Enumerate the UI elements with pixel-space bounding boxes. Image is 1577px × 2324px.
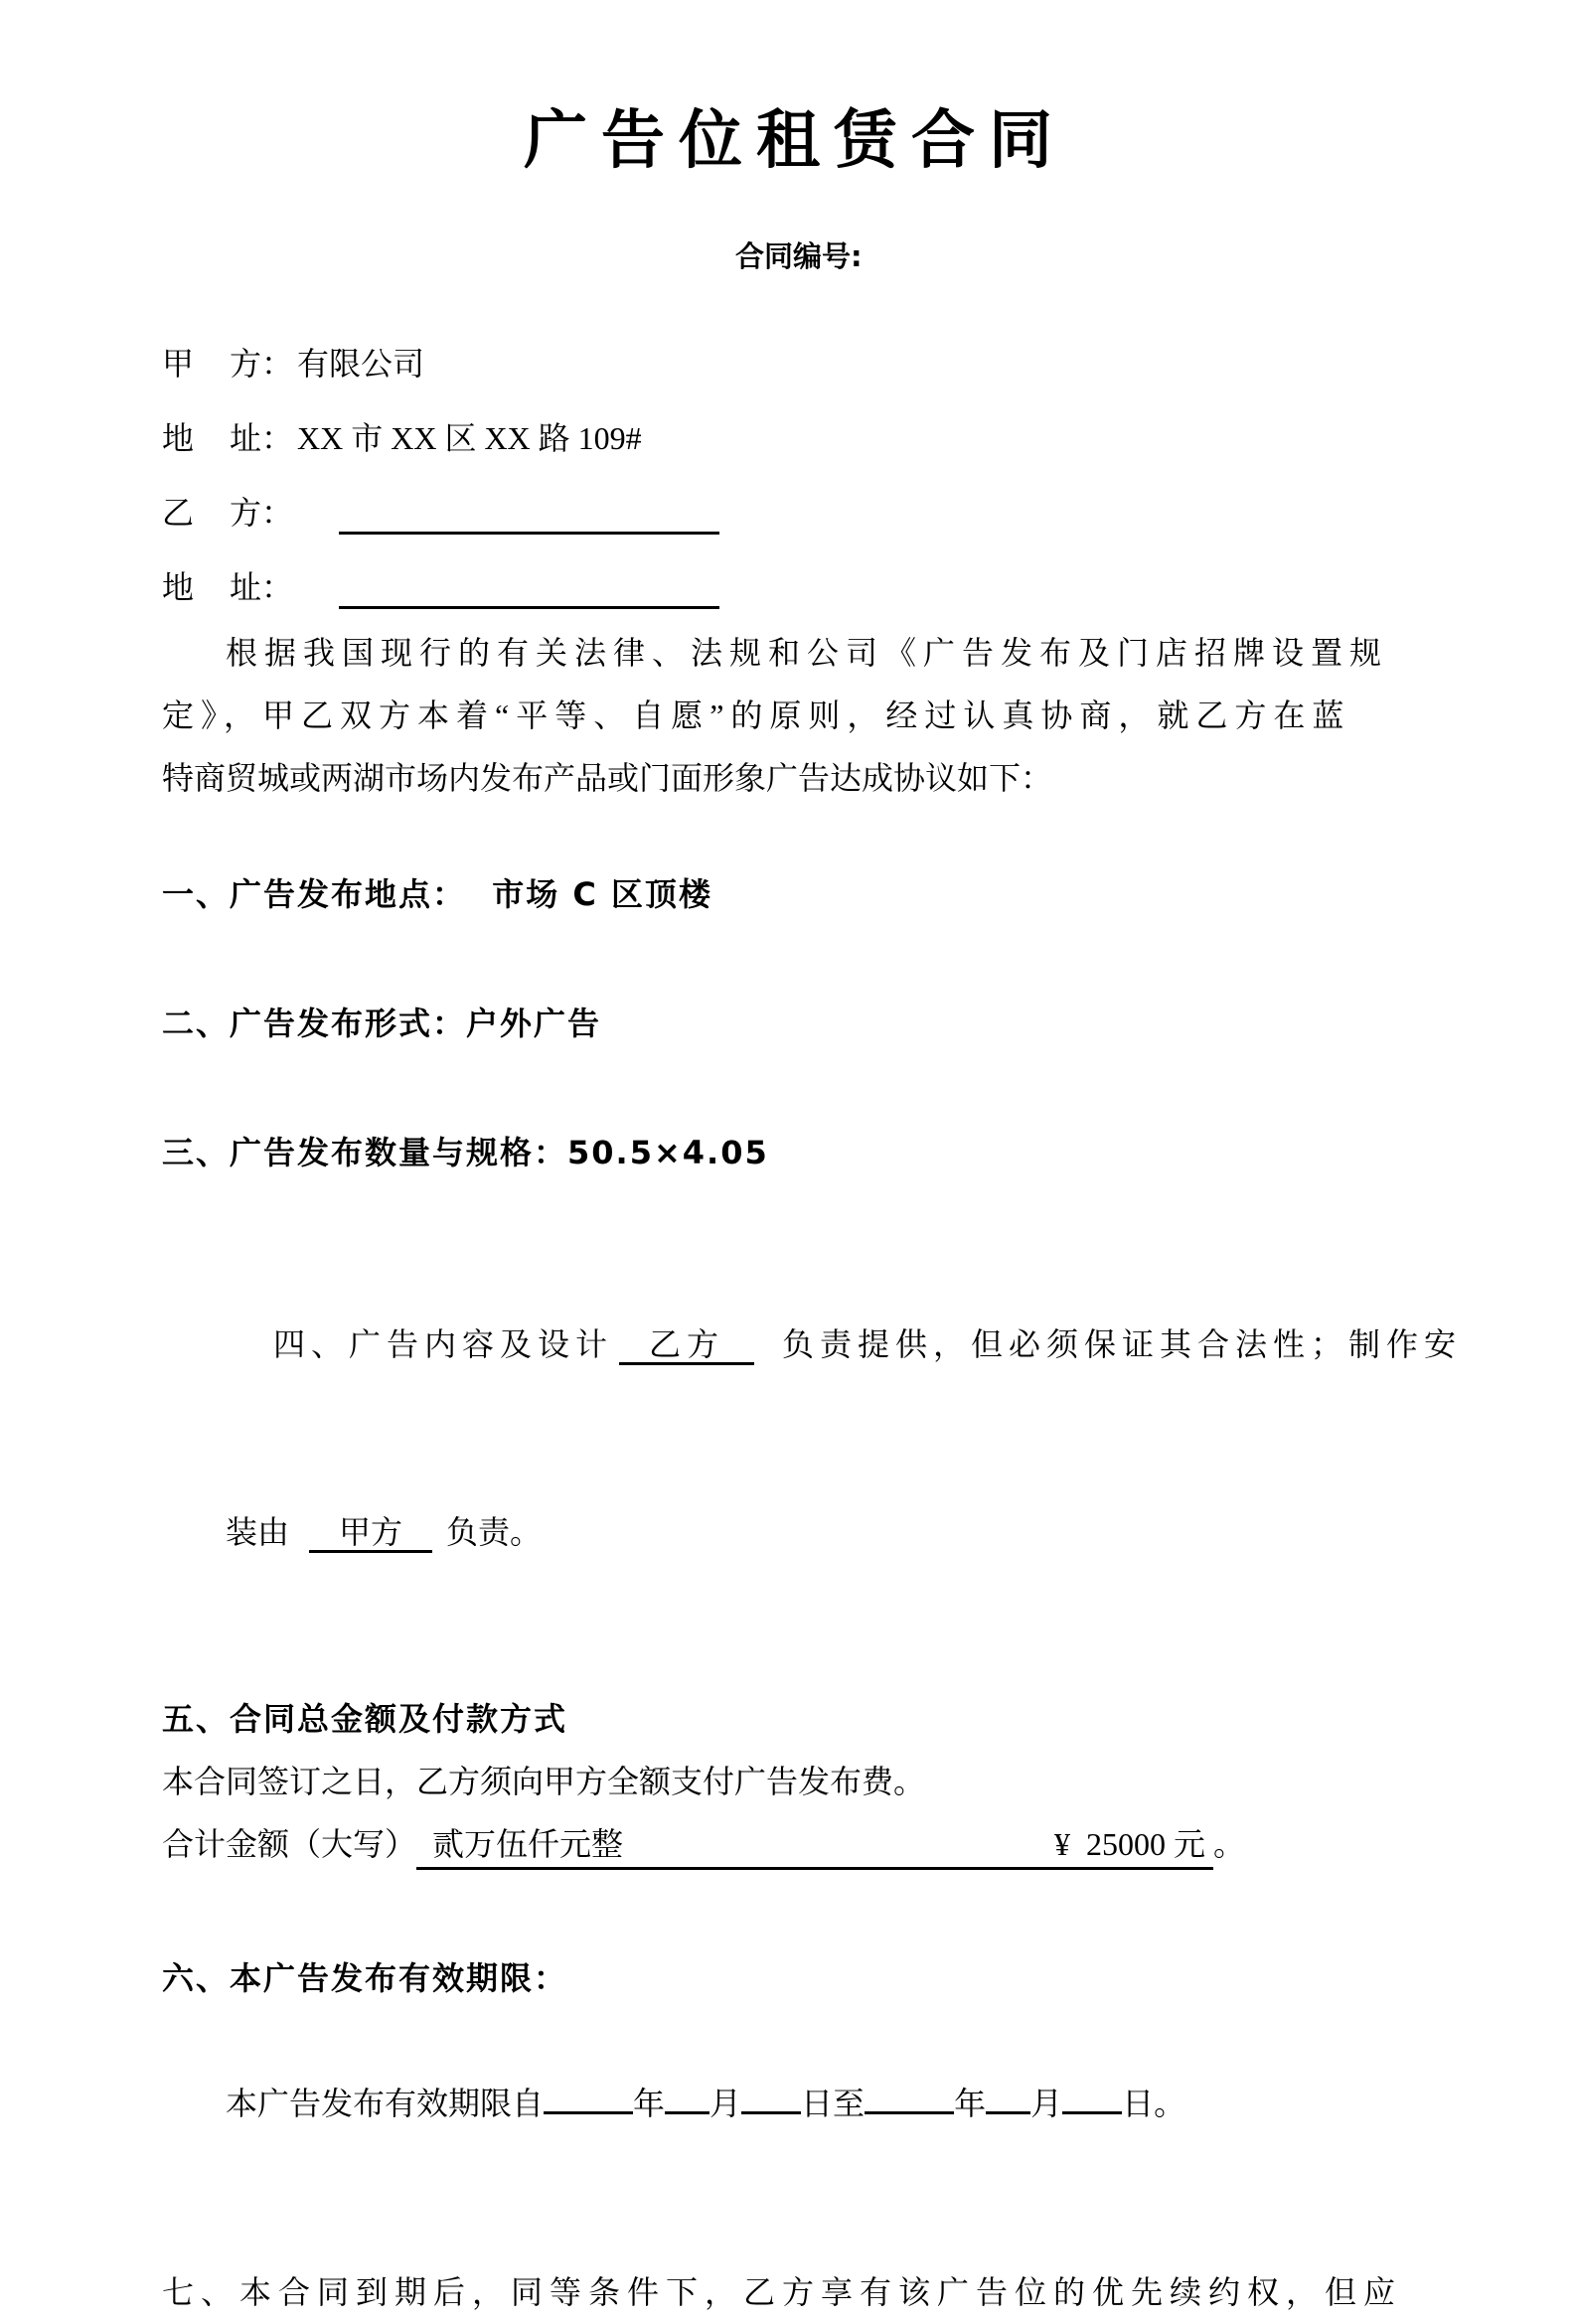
section-6-date-line — [162, 2010, 1428, 2198]
party-b-label-char: 乙 — [162, 494, 195, 531]
address-label-colon: 址： — [229, 568, 293, 605]
address-label-char: 地 — [162, 568, 195, 605]
section-3-ad-quantity-spec: 三、广告发布数量与规格：50.5×4.05 — [162, 1134, 769, 1171]
preamble-line: 特商贸城或两湖市场内发布产品或门面形象广告达成协议如下： — [162, 760, 1053, 796]
section-4-text: 装由 — [226, 1514, 290, 1550]
month-blank-underline — [665, 2081, 710, 2114]
page-title: 广告位租赁合同 — [524, 104, 1066, 178]
section-1-ad-location: 一、广告发布地点： 市场 C 区顶楼 — [162, 875, 713, 913]
party-b-blank-underline — [339, 501, 719, 535]
day-label: 日。 — [1122, 2086, 1186, 2121]
party-a-label-colon: 方： — [229, 345, 293, 382]
contract-number-label: 合同编号: — [735, 239, 863, 273]
party-b-fill-underline: 乙方 — [619, 1326, 754, 1365]
party-a-address-row — [162, 398, 1428, 473]
section-4-text: 负责。 — [446, 1514, 543, 1550]
amount-period: 。 — [1212, 1826, 1245, 1862]
section-5-total-amount — [162, 1688, 1428, 1876]
day-blank-underline — [1062, 2081, 1122, 2114]
section-5-body: 本合同签订之日，乙方须向甲方全额支付广告发布费。 — [162, 1764, 926, 1799]
party-b-row — [162, 473, 1428, 547]
party-a-value: 有限公司 — [297, 345, 425, 382]
day-blank-underline — [741, 2081, 801, 2114]
preamble-line: 定》，甲乙双方本着“平等、自愿”的原则，经过认真协商，就乙方在蓝 — [162, 697, 1351, 733]
section-4-ad-content-design — [162, 1251, 1463, 1627]
party-b-label-colon: 方： — [229, 494, 293, 531]
address-label-colon: 址： — [229, 419, 293, 456]
parties-block — [162, 324, 1428, 622]
amount-in-figures-underline: ¥ 25000 元 — [1046, 1821, 1213, 1870]
party-a-address-label — [162, 413, 293, 459]
year-label: 年 — [954, 2086, 987, 2121]
party-a-label-char: 甲 — [162, 345, 195, 382]
section-5-heading: 五、合同总金额及付款方式 — [162, 1700, 568, 1738]
section-6-heading: 六、本广告发布有效期限： — [162, 1959, 568, 1997]
party-a-fill-underline: 甲方 — [309, 1514, 432, 1553]
section-2-ad-format: 二、广告发布形式：户外广告 — [162, 1005, 602, 1042]
amount-line — [162, 1813, 1245, 1876]
date-line-prefix: 本广告发布有效期限自 — [226, 2086, 545, 2121]
party-a-row — [162, 324, 1428, 398]
month-label: 月 — [710, 2086, 742, 2121]
amount-in-words-underline: 贰万伍仟元整 — [416, 1821, 1046, 1870]
section-4-text: 负责提供，但必须保证其合法性；制作安 — [782, 1326, 1463, 1362]
year-label: 年 — [633, 2086, 666, 2121]
section-4-text: 四、广告内容及设计 — [273, 1326, 614, 1362]
preamble-paragraph — [162, 622, 1428, 810]
day-to-label: 日至 — [801, 2086, 866, 2121]
month-label: 月 — [1030, 2086, 1063, 2121]
party-b-address-blank-underline — [339, 575, 719, 609]
section-4-line-1 — [162, 1251, 1463, 1439]
party-a-label — [162, 339, 293, 385]
address-label-char: 地 — [162, 419, 195, 456]
amount-label: 合计金额（大写） — [162, 1826, 417, 1862]
month-blank-underline — [986, 2081, 1030, 2114]
section-7-renewal-right: 七、本合同到期后，同等条件下，乙方享有该广告位的优先续约权，但应 — [162, 2274, 1403, 2310]
party-b-address-label — [162, 562, 293, 608]
party-a-address-value: XX 市 XX 区 XX 路 109# — [297, 419, 642, 456]
party-b-label — [162, 488, 293, 534]
section-6-validity-period — [162, 1947, 1428, 2198]
year-blank-underline — [865, 2081, 954, 2114]
section-4-line-2 — [162, 1439, 1428, 1627]
preamble-line: 根据我国现行的有关法律、法规和公司《广告发布及门店招牌设置规 — [226, 635, 1389, 671]
year-blank-underline — [544, 2081, 633, 2114]
party-b-address-row — [162, 547, 1428, 622]
